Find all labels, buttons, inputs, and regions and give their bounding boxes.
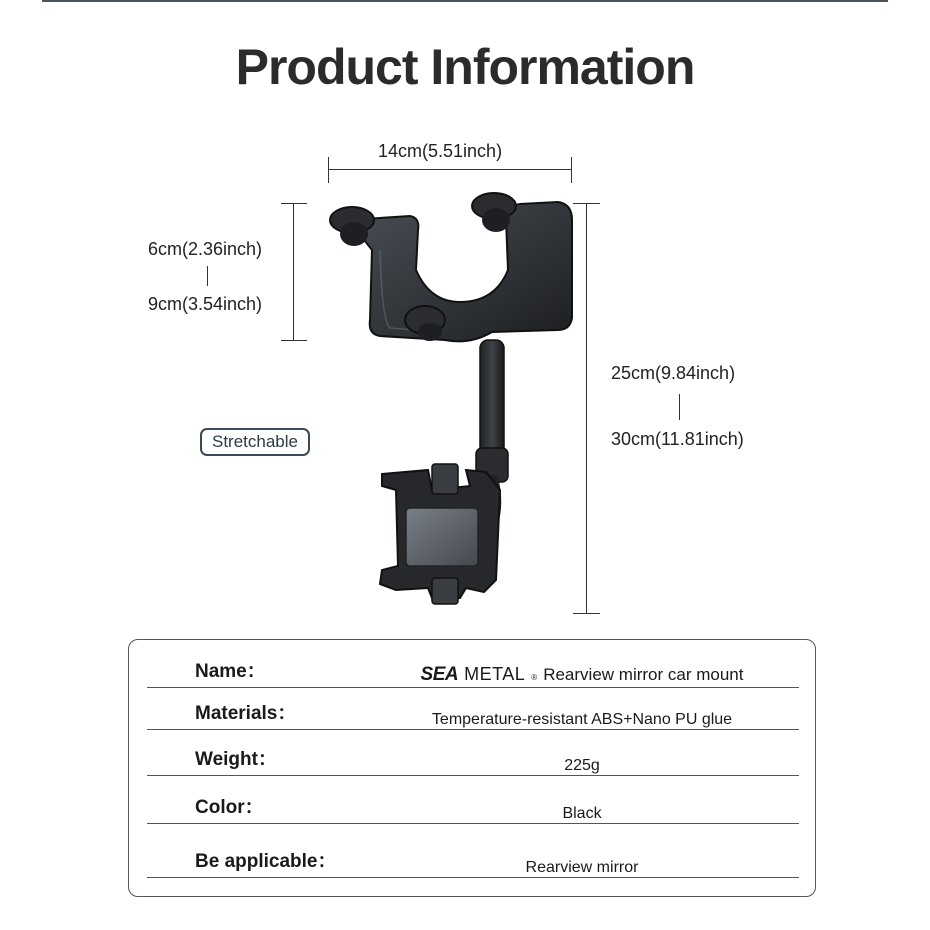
brand-registered: ® <box>531 673 538 682</box>
info-row-materials <box>147 685 799 730</box>
product-name: Rearview mirror car mount <box>543 665 744 684</box>
color-value: Black <box>562 805 602 822</box>
name-value <box>403 664 761 686</box>
applicable-label: Be applicable： <box>195 851 337 872</box>
applicable-value: Rearview mirror <box>525 859 639 876</box>
height-tick-bottom <box>573 613 600 614</box>
clamp-max-dimension: 9cm(3.54inch) <box>148 294 263 314</box>
width-dimension: 14cm(5.51inch) <box>378 141 503 161</box>
width-line <box>328 169 572 170</box>
brand-sea: SEA <box>420 664 459 685</box>
info-row-applicable <box>147 832 799 878</box>
weight-label: Weight： <box>195 749 277 770</box>
page-title: Product Information <box>235 39 695 95</box>
clamp-tick-top <box>281 203 307 204</box>
stretchable-badge: Stretchable <box>200 428 310 456</box>
height-range-separator <box>679 394 680 420</box>
clamp-tick-bottom <box>281 340 307 341</box>
info-row-color <box>147 779 799 824</box>
phone-mount-image <box>320 190 590 610</box>
width-tick-left <box>328 157 329 183</box>
width-tick-right <box>571 157 572 183</box>
product-info-table <box>128 639 816 897</box>
clamp-range-separator <box>207 266 208 286</box>
materials-label: Materials： <box>195 703 297 724</box>
brand-logo <box>421 664 744 686</box>
height-min-dimension: 25cm(9.84inch) <box>611 363 736 383</box>
weight-value: 225g <box>564 757 600 774</box>
color-label: Color： <box>195 797 264 818</box>
clamp-min-dimension: 6cm(2.36inch) <box>148 239 263 259</box>
info-row-weight <box>147 731 799 776</box>
name-label: Name： <box>195 661 266 682</box>
info-row-name <box>147 643 799 688</box>
top-divider <box>42 0 888 2</box>
materials-value: Temperature-resistant ABS+Nano PU glue <box>431 711 733 728</box>
brand-metal: METAL <box>464 664 526 684</box>
height-max-dimension: 30cm(11.81inch) <box>611 429 744 449</box>
clamp-line <box>293 203 294 340</box>
